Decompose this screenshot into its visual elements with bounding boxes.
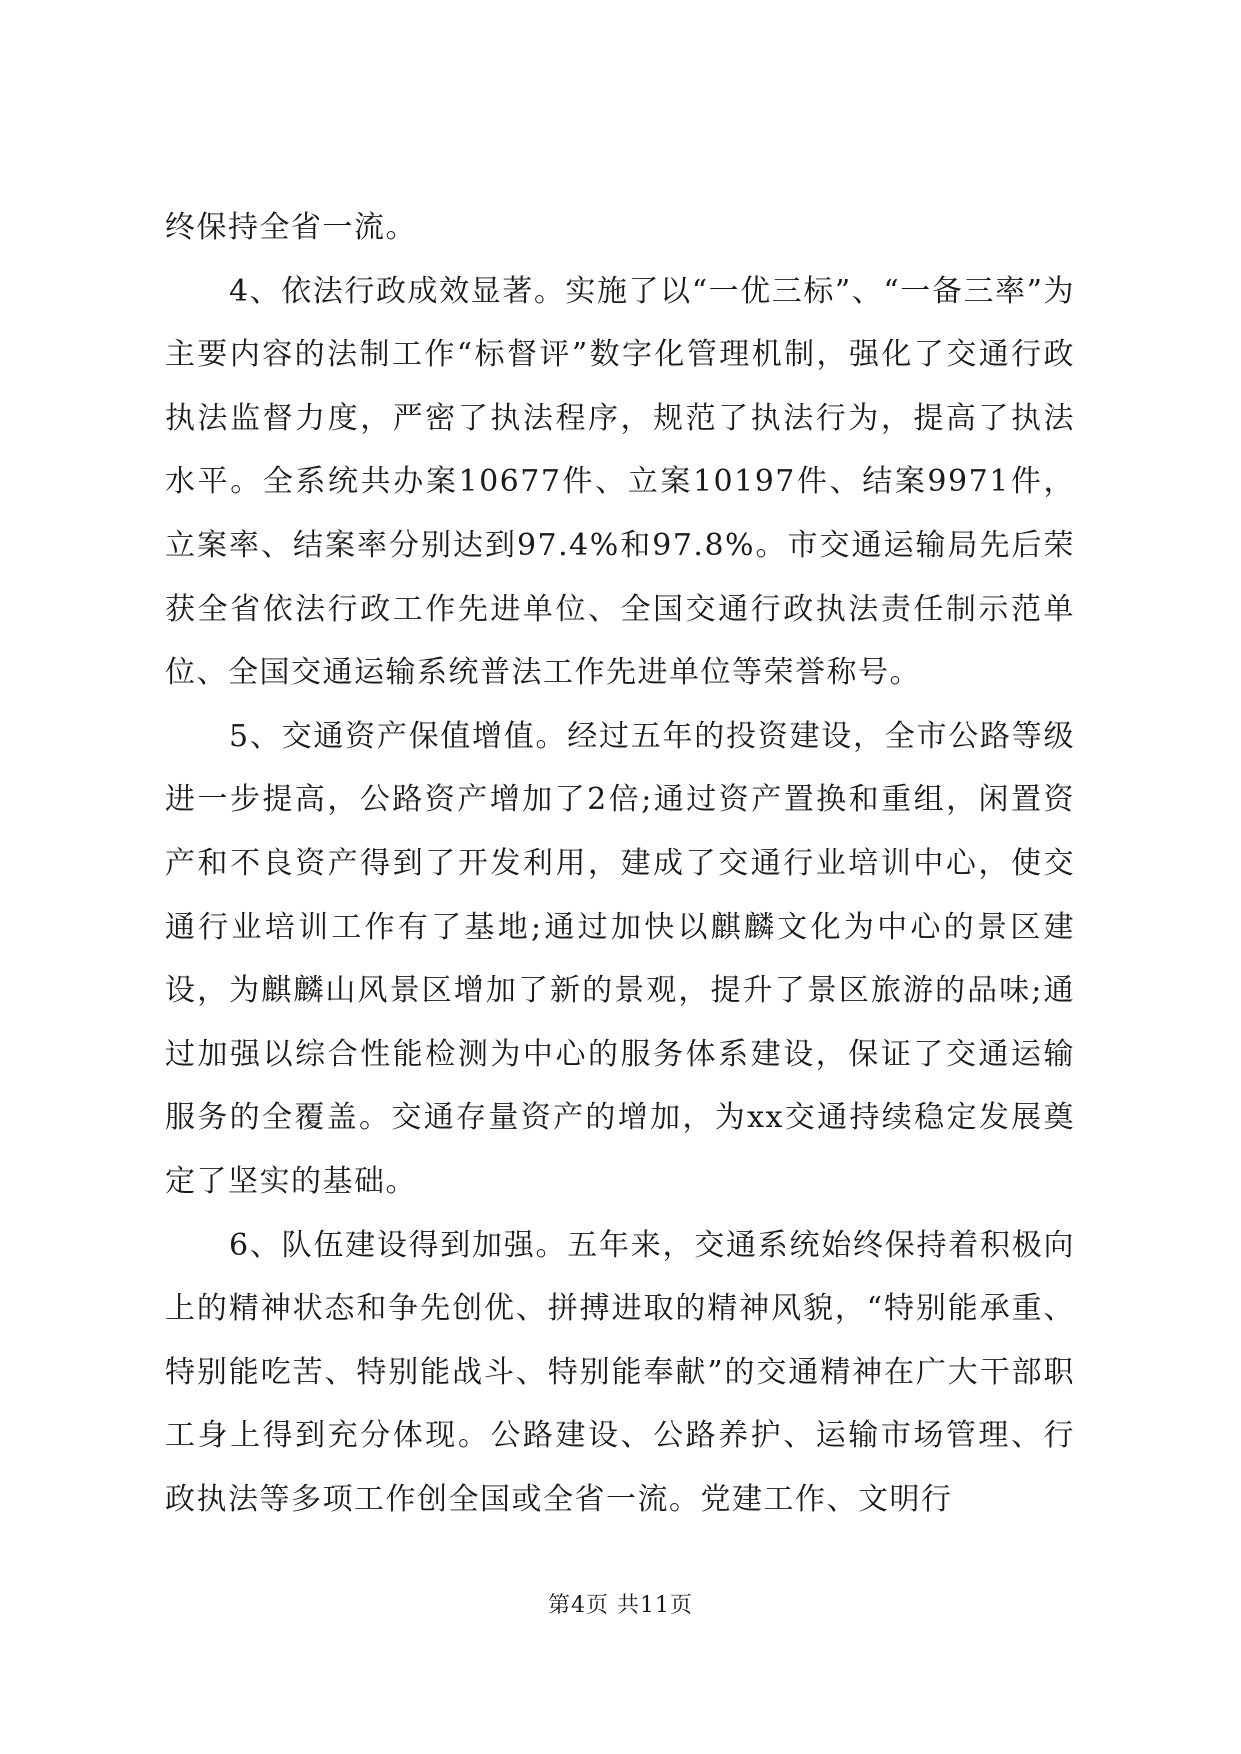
page-number-footer: 第4页 共11页 (548, 1593, 693, 1618)
document-body (165, 196, 1075, 1531)
paragraph-4-law-administration: 4、依法行政成效显著。实施了以“一优三标”、“一备三率”为主要内容的法制工作“标督评”数字化管理机制，强化了交通行政执法监督力度，严密了执法程序，规范了执法行为，提高了执法水平。全系统共办案10677件、立案10197件、结案9971件，立案率、结案率分别达到97.4%和97.8%。市交通运输局先后荣获全省依法行政工作先进单位、全国交通行政执法责任制示范单位、全国交通运输系统普法工作先进单位等荣誉称号。 (165, 273, 1075, 691)
paragraph-continuation: 终保持全省一流。 (165, 210, 417, 245)
paragraph-5-asset-value: 5、交通资产保值增值。经过五年的投资建设，全市公路等级进一步提高，公路资产增加了2倍;通过资产置换和重组，闲置资产和不良资产得到了开发利用，建成了交通行业培训中心，使交通行业培训工作有了基地;通过加快以麒麟文化为中心的景区建设，为麒麟山风景区增加了新的景观，提升了景区旅游的品味;通过加强以综合性能检测为中心的服务体系建设，保证了交通运输服务的全覆盖。交通存量资产的增加，为xx交通持续稳定发展奠定了坚实的基础。 (165, 718, 1075, 1199)
paragraph-6-team-building: 6、队伍建设得到加强。五年来，交通系统始终保持着积极向上的精神状态和争先创优、拼搏进取的精神风貌，“特别能承重、特别能吃苦、特别能战斗、特别能奉献”的交通精神在广大干部职工身上得到充分体现。公路建设、公路养护、运输市场管理、行政执法等多项工作创全国或全省一流。党建工作、文明行 (165, 1227, 1075, 1517)
